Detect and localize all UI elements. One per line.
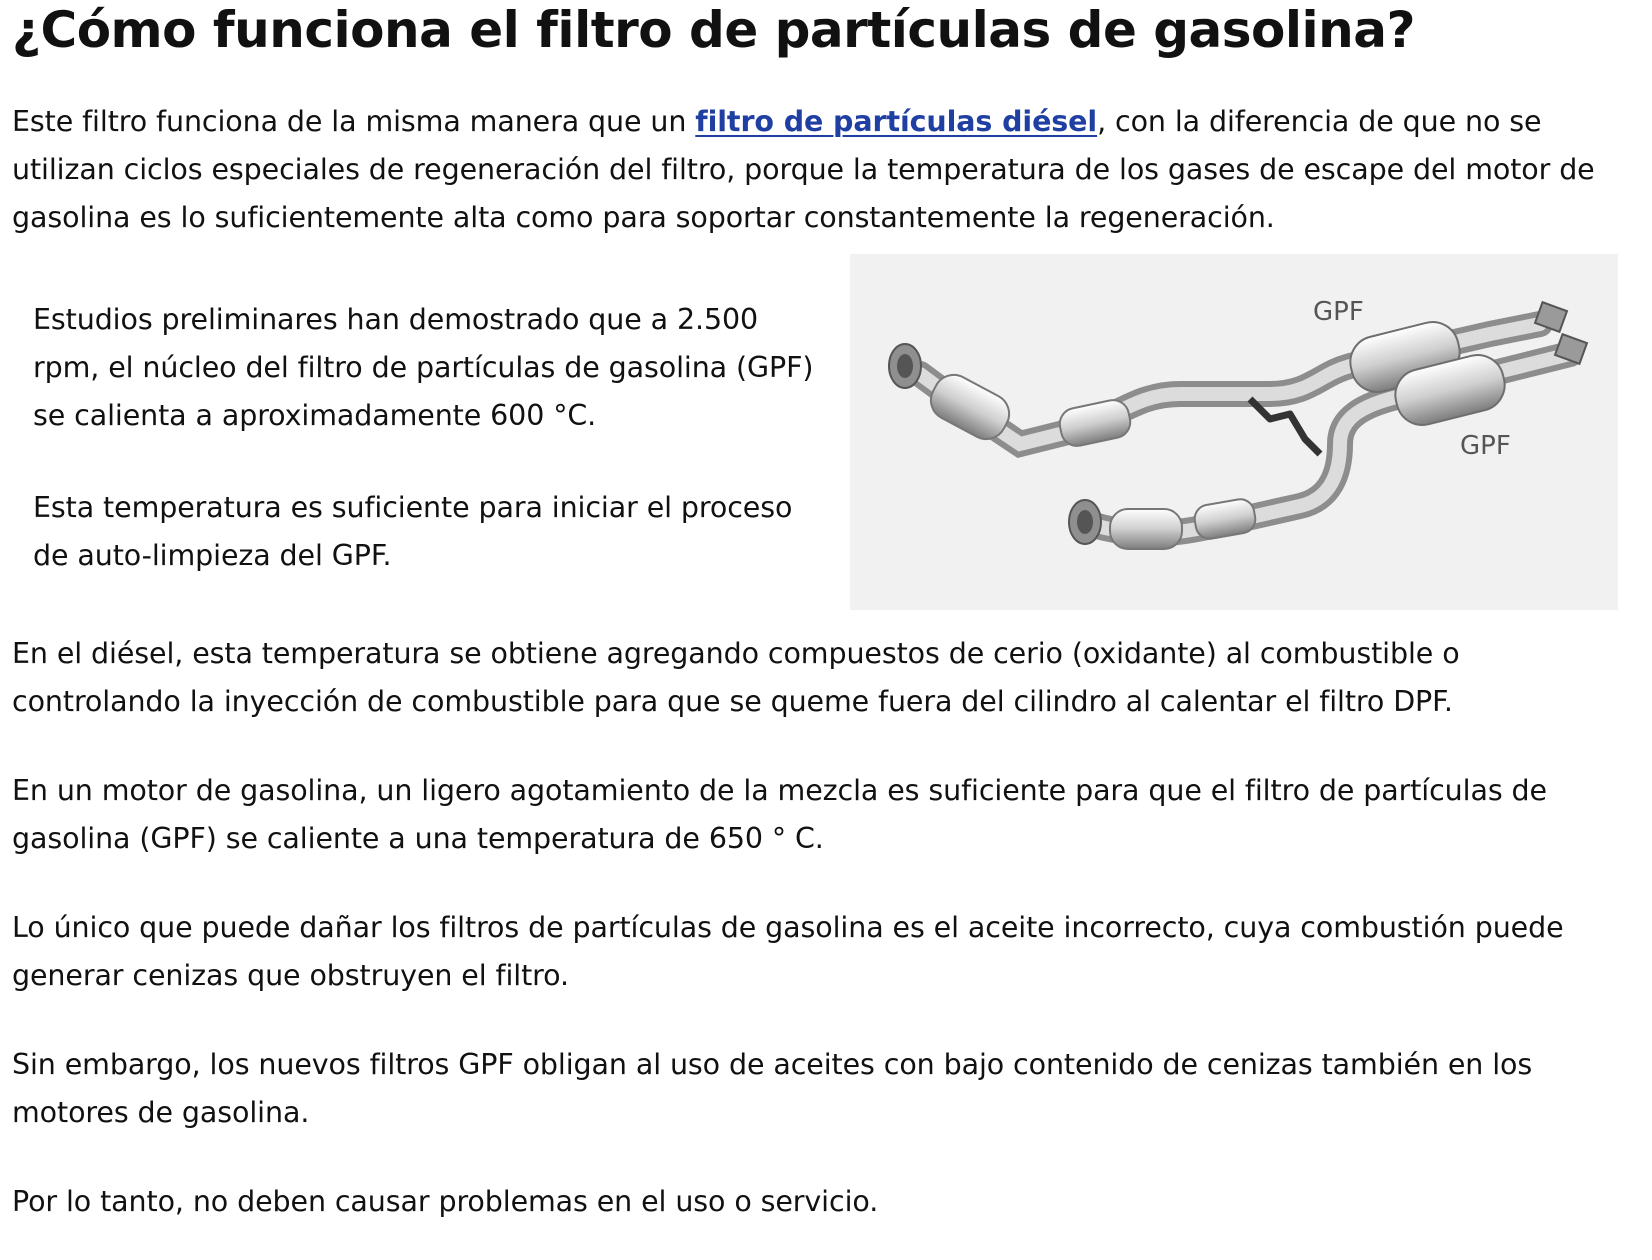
body-paragraph: En un motor de gasolina, un ligero agotamiento de la mezcla es suficiente para que el filtro de partículas de gasolina (GPF) se caliente a una temperatura de 650 ° C.	[12, 774, 1547, 855]
intro-text-before: Este filtro funciona de la misma manera que un	[12, 105, 696, 138]
diesel-filter-link[interactable]: filtro de partículas diésel	[695, 105, 1098, 138]
intro-paragraph	[12, 98, 1632, 242]
resonator-lower	[1193, 497, 1258, 541]
body-paragraph: En el diésel, esta temperatura se obtiene agregando compuestos de cerio (oxidante) al combustible o controlando la inyección de combustible para que se queme fuera del cilindro al calentar el filtro DPF.	[12, 637, 1460, 718]
side-text-block	[33, 296, 833, 580]
front-catalyst-lower	[1069, 500, 1182, 549]
body-paragraph: Por lo tanto, no deben causar problemas en el uso o servicio.	[12, 1185, 879, 1218]
body-paragraphs	[12, 630, 1632, 1226]
body-paragraph: Sin embargo, los nuevos filtros GPF obligan al uso de aceites con bajo contenido de cenizas también en los motores de gasolina.	[12, 1048, 1533, 1129]
article-heading: ¿Cómo funciona el filtro de partículas de gasolina?	[12, 1, 1416, 59]
body-paragraph: Lo único que puede dañar los filtros de partículas de gasolina es el aceite incorrecto, cuya combustión puede generar cenizas que obstruyen el filtro.	[12, 911, 1564, 992]
side-paragraph: Estudios preliminares han demostrado que a 2.500 rpm, el núcleo del filtro de partículas de gasolina (GPF) se calienta a aproximadamente 600 °C.	[33, 303, 814, 432]
gpf-label-right: GPF	[1460, 431, 1511, 461]
exhaust-system-figure	[850, 254, 1618, 610]
mounting-bracket	[1250, 399, 1320, 454]
resonator-upper	[1057, 397, 1133, 449]
front-catalyst-upper	[889, 344, 1016, 446]
intro-text-after: , con la diferencia de que no se utilizan ciclos especiales de regeneración del filtro, porque la temperatura de los gases de escape del motor de gasolina es lo suficientemente alta como para soportar constantemente la regeneración.	[12, 105, 1595, 234]
exhaust-system-illustration	[850, 254, 1618, 610]
gpf-label-top: GPF	[1313, 297, 1364, 327]
side-paragraph: Esta temperatura es suficiente para iniciar el proceso de auto-limpieza del GPF.	[33, 491, 793, 572]
